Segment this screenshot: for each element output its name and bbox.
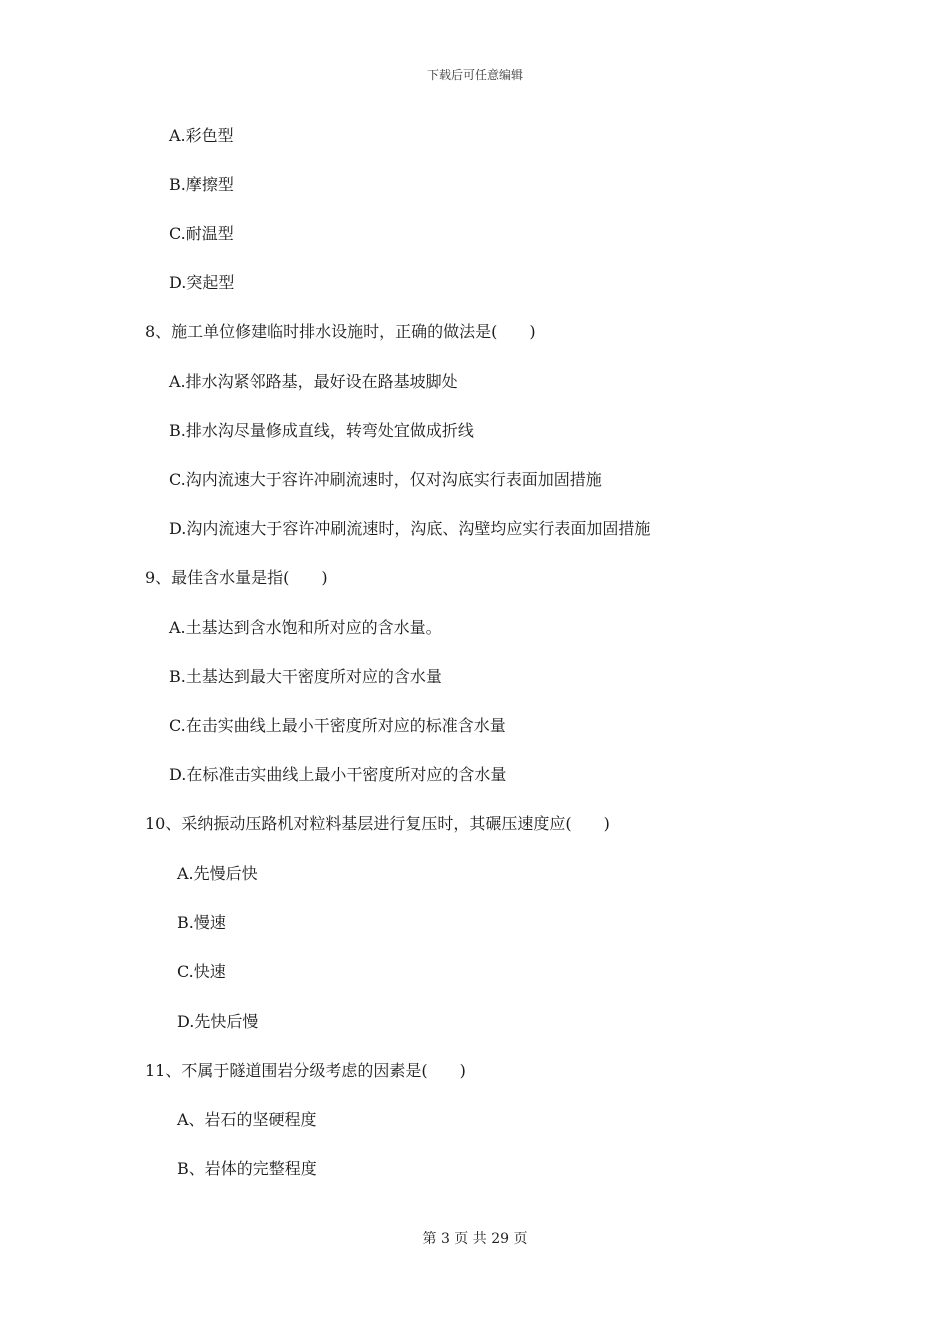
option-b-q11: B、岩体的完整程度 [177, 1159, 317, 1178]
option-c-q9: C.在击实曲线上最小干密度所对应的标准含水量 [169, 716, 506, 735]
option-d-q7: D.突起型 [169, 273, 235, 292]
option-a-q9: A.土基达到含水饱和所对应的含水量。 [169, 618, 442, 637]
option-b-q9: B.土基达到最大干密度所对应的含水量 [169, 667, 442, 686]
option-b-q8: B.排水沟尽量修成直线，转弯处宜做成折线 [169, 421, 474, 440]
option-c-q7: C.耐温型 [169, 224, 234, 243]
option-b-q7: B.摩擦型 [169, 175, 234, 194]
option-a-q8: A.排水沟紧邻路基，最好设在路基坡脚处 [169, 372, 458, 391]
page-footer: 第 3 页 共 29 页 [422, 1231, 528, 1247]
question-11: 11、不属于隧道围岩分级考虑的因素是( ) [145, 1061, 466, 1080]
option-a-q11: A、岩石的坚硬程度 [177, 1110, 317, 1129]
option-d-q8: D.沟内流速大于容许冲刷流速时，沟底、沟壁均应实行表面加固措施 [169, 519, 651, 538]
option-a-q7: A.彩色型 [169, 126, 234, 145]
option-c-q10: C.快速 [177, 962, 226, 981]
question-9: 9、最佳含水量是指( ) [145, 568, 328, 587]
option-a-q10: A.先慢后快 [177, 864, 258, 883]
option-c-q8: C.沟内流速大于容许冲刷流速时，仅对沟底实行表面加固措施 [169, 470, 602, 489]
page-header: 下载后可任意编辑 [426, 68, 523, 82]
option-b-q10: B.慢速 [177, 913, 226, 932]
option-d-q9: D.在标准击实曲线上最小干密度所对应的含水量 [169, 765, 507, 784]
question-10: 10、采纳振动压路机对粒料基层进行复压时，其碾压速度应( ) [145, 814, 610, 833]
option-d-q10: D.先快后慢 [177, 1012, 259, 1031]
question-8: 8、施工单位修建临时排水设施时，正确的做法是( ) [145, 322, 536, 341]
